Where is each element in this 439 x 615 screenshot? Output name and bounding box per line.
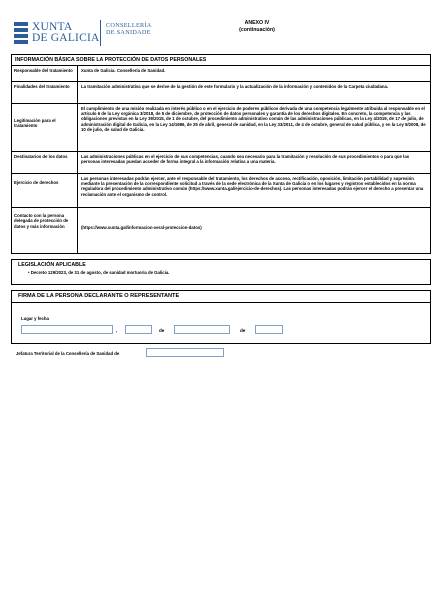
row-value: Xunta de Galicia. Consellería de Sanidad. — [81, 67, 166, 73]
xunta-logo — [14, 18, 104, 48]
logo-divider — [100, 20, 101, 46]
table-row — [12, 66, 430, 82]
xunta-emblem-icon — [14, 22, 28, 44]
row-value: Las administraciones públicas en el ejercicio de sus competencias, cuando sea necesario para la tramitación y resolución de sus procedimientos o para que las personas interesadas puedan acceder de forma integral a la información relativa a una materia. — [81, 153, 410, 164]
legislation-section — [11, 259, 431, 285]
department-name: CONSELLERÍA DE SANIDADE — [106, 22, 152, 36]
row-label: Destinatarios de los datos — [12, 152, 78, 173]
day-input[interactable] — [125, 325, 152, 334]
row-value: El cumplimiento de una misión realizada en interés público o en el ejercicio de poderes públicos derivada de una competencia legalmente atribuida al responsable en el artículo 6 de la Ley orgánica 3/2018, de 5 de diciembre, de protección de datos personales y garantía de los derechos digitales. En concreto, la competencia y las obligaciones previstas en la Ley 39/2015, de 1 de octubre, del procedimiento administrativo común de las administraciones públicas, en la Ley 4/2019, de 17 de julio, de administración digital de Galicia, en la Ley 14/1986, de 25 de abril, general de sanidad, en la Ley 33/2011, de 4 de octubre, general de salud pública, y en la Ley 8/2008, de 10 de julio, de salud de Galicia. — [81, 105, 426, 133]
comma-separator: , — [116, 328, 118, 333]
document-header — [14, 18, 434, 48]
bullet-icon: • — [28, 270, 30, 275]
row-label: Finalidades del tratamiento — [12, 82, 78, 103]
legislation-title: LEGISLACIÓN APLICABLE — [18, 262, 86, 268]
jefatura-input[interactable] — [146, 348, 224, 357]
annex-title: ANEXO IV (continuación) — [239, 20, 275, 33]
table-row — [12, 82, 430, 104]
data-protection-title: INFORMACIÓN BÁSICA SOBRE LA PROTECCIÓN DE DATOS PERSONALES — [12, 55, 430, 66]
data-protection-table — [11, 54, 431, 254]
logo-line2: DE GALICIA — [32, 32, 100, 44]
year-input[interactable] — [255, 325, 283, 334]
row-value: (https://www.xunta.gal/informacion-xeral-proteccion-datos) — [81, 225, 202, 230]
table-row — [12, 152, 430, 174]
signature-section — [11, 290, 431, 344]
signature-title: FIRMA DE LA PERSONA DECLARANTE O REPRESENTANTE — [12, 293, 430, 303]
de-separator-2: de — [240, 328, 246, 333]
row-value: La tramitación administrativa que se derive de la gestión de este formulario y la actualización de la información y contenidos de la Carpeta ciudadana. — [81, 83, 389, 89]
table-row — [12, 208, 430, 253]
place-date-label: Lugar y fecha — [21, 316, 49, 321]
row-label: Contacto con la persona delegada de protección de datos y más información — [12, 208, 78, 253]
legislation-item: • Decreto 129/2023, de 31 de agosto, de sanidad mortuoria de Galicia. — [28, 270, 170, 275]
row-label: Legitimación para el tratamiento — [12, 104, 78, 151]
de-separator-1: de — [159, 328, 165, 333]
place-input[interactable] — [21, 325, 113, 334]
logo-line1: XUNTA — [32, 21, 73, 33]
table-row — [12, 174, 430, 208]
jefatura-label: Jefatura Territorial de la Consellería de Sanidad de — [16, 351, 120, 356]
row-label: Ejercicio de derechos — [12, 174, 78, 207]
row-label: Responsable del tratamiento — [12, 66, 78, 81]
table-row — [12, 104, 430, 152]
month-input[interactable] — [174, 325, 230, 334]
row-value: Las personas interesadas podrán ejercer, ante el responsable del tratamiento, los derechos de acceso, rectificación, oposición, limitación portabilidad y supresión mediante la presentación de la correspondiente solicitud a través de la sede electrónica de la Xunta de Galicia o en los lugares y registros establecidos en la norma reguladora del procedimiento administrativo común (https://www.xunta.gal/ejercicio-de-derechos). Las personas interesadas podrán ejercer el derecho a presentar una reclamación ante el organismo de control. — [81, 175, 424, 197]
